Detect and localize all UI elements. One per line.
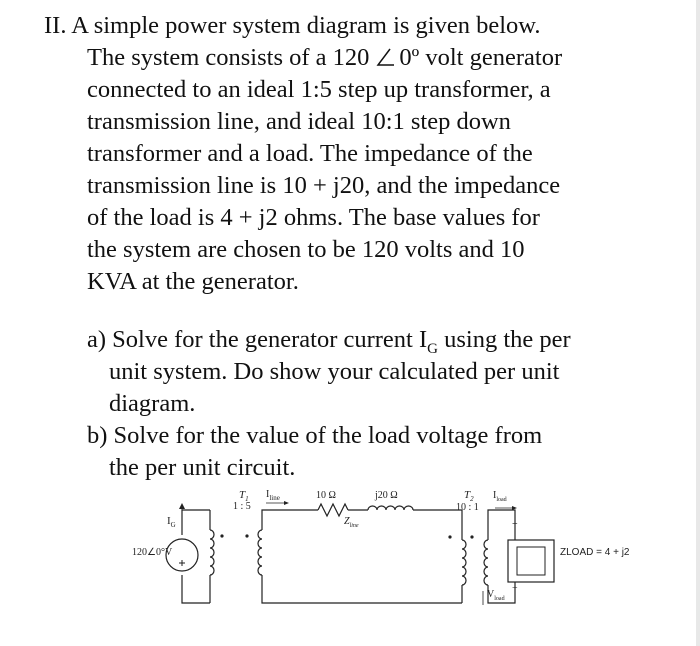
- problem-line-6: transmission line is 10 + j20, and the impedance: [87, 172, 561, 199]
- problem-line-3: connected to an ideal 1:5 step up transformer, a: [87, 76, 551, 103]
- part-b-line-2: the per unit circuit.: [109, 454, 296, 481]
- part-a-line-2: unit system. Do show your calculated per unit: [109, 358, 560, 385]
- part-a-line-3: diagram.: [109, 390, 196, 417]
- problem-line-9: KVA at the generator.: [87, 268, 299, 295]
- inductor-label: j20 Ω: [375, 490, 398, 501]
- ig-label: $I_G$: [167, 515, 176, 530]
- problem-line-5: transformer and a load. The impedance of the: [87, 140, 533, 167]
- vload-label: $V_{load}$: [487, 589, 505, 602]
- load-plus: +: [512, 519, 518, 530]
- problem-line-2: The system consists of a 120 0º volt generator: [87, 44, 563, 71]
- source-label: 120∠0°V: [132, 547, 173, 558]
- t1-label: $T_1$: [239, 489, 249, 504]
- iload-label: $I_{load}$: [493, 490, 507, 503]
- part-b-line-1: b) Solve for the value of the load voltage from: [87, 422, 543, 449]
- problem-line-4: transmission line, and ideal 10:1 step down: [87, 108, 511, 135]
- t2-label: $T_2$: [464, 489, 474, 504]
- zload-label: ZLOAD = 4 + j2: [560, 547, 630, 558]
- resistor-label: 10 Ω: [316, 490, 336, 501]
- problem-line-7: of the load is 4 + j2 ohms. The base values for: [87, 204, 540, 231]
- problem-line-8: the system are chosen to be 120 volts and 10: [87, 236, 525, 263]
- load-minus: −: [512, 583, 518, 594]
- zline-label: $Z_{line}$: [344, 516, 359, 529]
- problem-line-1: II. A simple power system diagram is given below.: [44, 12, 541, 39]
- page-edge: [696, 0, 700, 646]
- problem-number: II.: [44, 12, 67, 39]
- t1-ratio: 1 : 5: [233, 501, 251, 512]
- iline-label: $I_{line}$: [266, 489, 280, 502]
- part-a-line-1: a) Solve for the generator current $I_G$ using the per: [87, 326, 571, 357]
- t2-ratio: 10 : 1: [456, 502, 479, 513]
